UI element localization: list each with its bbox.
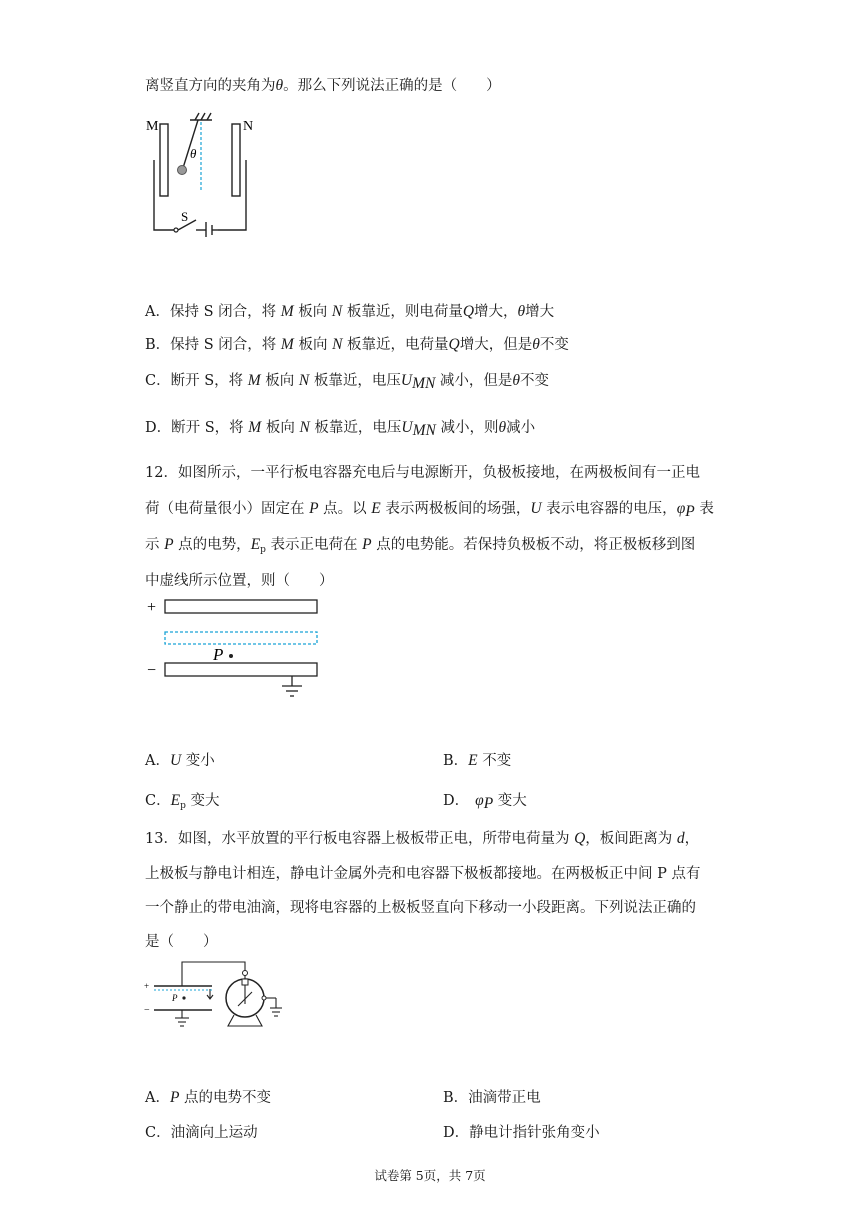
q13-stem-line1: 13．如图，水平放置的平行板电容器上极板带正电，所带电荷量为 Q，板间距离为 d， bbox=[145, 830, 700, 847]
q12-stem-line4: 中虚线所示位置，则（ ） bbox=[145, 573, 334, 589]
q13-option-b: B．油滴带正电 bbox=[443, 1090, 541, 1106]
q12-option-b: B．E 不变 bbox=[443, 752, 512, 769]
q11-stem: 离竖直方向的夹角为θ。那么下列说法正确的是（ ） bbox=[145, 77, 501, 94]
q11-option-d: D．断开 S，将 M 板向 N 板靠近，电压$U_{MN}$ 减小，则θ减小 bbox=[145, 419, 536, 439]
plus-label: + bbox=[144, 981, 150, 991]
label-n: N bbox=[243, 119, 254, 134]
q12-stem-line3: 示 P 点的电势，$E_p$ 表示正电荷在 P 点的电势能。若保持负极板不动，将正极板移到图 bbox=[145, 536, 696, 555]
page-footer: 试卷第 5页，共 7页 bbox=[374, 1168, 486, 1183]
q13-stem-line3: 一个静止的带电油滴，现将电容器的上极板竖直向下移动一小段距离。下列说法正确的 bbox=[145, 900, 696, 916]
q11-figure bbox=[140, 112, 260, 237]
label-m: M bbox=[146, 119, 159, 134]
oil-drop-dot bbox=[182, 996, 185, 999]
q13-option-d: D．静电计指针张角变小 bbox=[443, 1125, 600, 1141]
negative-plate bbox=[165, 663, 317, 676]
q13-stem-line2: 上极板与静电计相连，静电计金属外壳和电容器下极板都接地。在两极板正中间 P 点有 bbox=[145, 866, 701, 882]
label-s: S bbox=[181, 209, 189, 224]
q12-stem-line2: 荷（电荷量很小）固定在 P 点。以 E 表示两极板间的场强，U 表示电容器的电压，$\varphi_P$ 表 bbox=[145, 500, 714, 520]
dashed-plate-position bbox=[165, 632, 317, 644]
q12-option-a: A．U 变小 bbox=[145, 752, 215, 769]
point-p-label: P bbox=[172, 993, 178, 1003]
q13-figure bbox=[140, 956, 300, 1038]
q11-option-b: B．保持 S 闭合，将 M 板向 N 板靠近，电荷量Q增大，但是θ不变 bbox=[145, 336, 569, 353]
minus-label: − bbox=[144, 1005, 150, 1016]
q11-option-a: A．保持 S 闭合，将 M 板向 N 板靠近，则电荷量Q增大，θ增大 bbox=[145, 303, 555, 320]
plus-label: + bbox=[147, 599, 157, 616]
q11-option-c: C．断开 S，将 M 板向 N 板靠近，电压$U_{MN}$ 减小，但是θ不变 bbox=[145, 372, 550, 392]
point-p-label: P bbox=[213, 645, 224, 664]
plate-m bbox=[160, 124, 168, 196]
q12-option-d: D． $\varphi_P$ 变大 bbox=[443, 792, 527, 812]
point-p-dot bbox=[229, 654, 233, 658]
q12-figure bbox=[145, 596, 325, 704]
q13-option-a: A．P 点的电势不变 bbox=[145, 1089, 272, 1106]
q12-option-c: C．$E_p$ 变大 bbox=[145, 792, 220, 811]
minus-label: − bbox=[147, 662, 157, 679]
q13-option-c: C．油滴向上运动 bbox=[145, 1125, 258, 1141]
plate-n bbox=[232, 124, 240, 196]
label-theta: θ bbox=[190, 146, 197, 161]
charged-ball bbox=[178, 166, 187, 175]
positive-plate bbox=[165, 600, 317, 613]
q12-stem-line1: 12．如图所示，一平行板电容器充电后与电源断开，负极板接地，在两极板间有一正电 bbox=[145, 465, 700, 481]
q13-stem-line4: 是（ ） bbox=[145, 934, 218, 950]
